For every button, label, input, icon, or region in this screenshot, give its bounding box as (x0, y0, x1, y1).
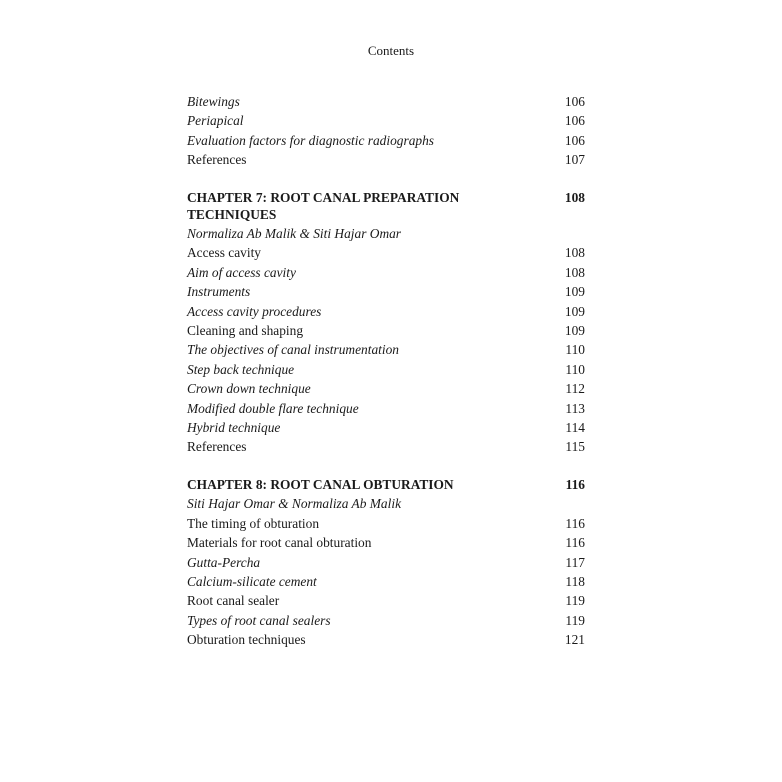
toc-entry-title: Crown down technique (187, 381, 311, 397)
toc-entry-title: Obturation techniques (187, 632, 306, 648)
toc-entry-title: Instruments (187, 284, 251, 300)
toc-entry-title: Modified double flare technique (187, 400, 359, 416)
chapter-authors-text: Normaliza Ab Malik & Siti Hajar Omar (187, 226, 402, 241)
toc-entry (187, 150, 585, 169)
toc-entry-page: 108 (564, 245, 585, 261)
toc-entry-page: 121 (564, 632, 585, 648)
chapter-authors-text: Siti Hajar Omar & Normaliza Ab Malik (187, 496, 402, 512)
toc-entry (187, 340, 585, 359)
toc-entry (187, 360, 585, 379)
toc-entry-page: 112 (565, 381, 585, 397)
toc-entry (187, 399, 585, 418)
toc-entry-title: Access cavity (187, 245, 261, 261)
page-title: Contents (367, 43, 415, 58)
toc-entry (187, 514, 585, 533)
chapter-heading (187, 189, 585, 223)
chapter-heading-page: 116 (565, 477, 585, 492)
toc-entry-page: 106 (564, 113, 585, 129)
toc-entry-title: Root canal sealer (187, 593, 280, 609)
toc-entry-title: Cleaning and shaping (187, 322, 304, 338)
chapter-authors (187, 494, 585, 513)
chapter-heading (187, 475, 585, 494)
toc-entry-title: Hybrid technique (187, 419, 281, 435)
toc-entry-page: 110 (565, 342, 585, 358)
toc-entry-page: 108 (564, 264, 585, 280)
toc-entry (187, 321, 585, 340)
toc-entry (187, 92, 585, 111)
toc-entry-page: 107 (564, 152, 585, 168)
toc-entry (187, 611, 585, 630)
toc-entry-page: 116 (565, 535, 585, 551)
toc-entry (187, 630, 585, 649)
toc-entry-title: Evaluation factors for diagnostic radiographs (187, 132, 434, 148)
toc-entry (187, 379, 585, 398)
toc-entry (187, 437, 585, 456)
toc-entry (187, 572, 585, 591)
toc-entry-page: 119 (565, 612, 585, 628)
toc-entry-page: 110 (565, 361, 585, 377)
toc-entry-page: 109 (564, 303, 585, 319)
toc-entry (187, 282, 585, 301)
toc-entry-title: Step back technique (187, 361, 295, 377)
toc-entry-page: 106 (564, 94, 585, 109)
toc-entry-page: 118 (565, 573, 585, 589)
toc-entry-title: The objectives of canal instrumentation (187, 342, 399, 358)
toc-entry-title: Access cavity procedures (187, 303, 322, 319)
toc-entry-title: Gutta-Percha (187, 554, 261, 570)
toc-entry-page: 109 (564, 284, 585, 300)
toc-entry-title: Periapical (187, 113, 244, 129)
toc-entry-title: Calcium-silicate cement (187, 573, 317, 589)
toc-entry-title: References (187, 152, 247, 168)
chapter-heading-title: CHAPTER 8: ROOT CANAL OBTURATION (187, 477, 454, 492)
toc-entry-page: 117 (565, 554, 585, 570)
toc-chapter-8 (187, 475, 585, 650)
toc-entry (187, 553, 585, 572)
toc-entry-page: 109 (564, 322, 585, 338)
toc-entry (187, 111, 585, 130)
toc-entry-title: Bitewings (187, 94, 240, 109)
toc-entry (187, 263, 585, 282)
toc-entry-page: 115 (565, 439, 585, 455)
chapter-heading-title: CHAPTER 7: ROOT CANAL PREPARATION TECHNIQUES (187, 190, 460, 222)
toc-entry (187, 533, 585, 552)
toc-entry-title: Types of root canal sealers (187, 612, 331, 628)
toc-entry-page: 106 (564, 132, 585, 148)
toc-entry (187, 591, 585, 610)
toc-entry-page: 113 (565, 400, 585, 416)
toc-entry (187, 418, 585, 437)
toc-entry-page: 119 (565, 593, 585, 609)
toc-entry-title: Materials for root canal obturation (187, 535, 372, 551)
chapter-heading-page: 108 (564, 190, 585, 205)
toc-entry-title: Aim of access cavity (187, 264, 296, 280)
toc-entry-title: References (187, 439, 247, 455)
toc-entry-page: 114 (565, 419, 585, 435)
chapter-authors (187, 224, 585, 243)
toc-entry (187, 131, 585, 150)
toc-chapter-7 (187, 189, 585, 457)
toc-entry-page: 116 (565, 515, 585, 531)
toc-entry (187, 302, 585, 321)
toc-entry-title: The timing of obturation (187, 515, 320, 531)
toc-section-radiographs (187, 92, 585, 170)
toc-entry (187, 243, 585, 262)
